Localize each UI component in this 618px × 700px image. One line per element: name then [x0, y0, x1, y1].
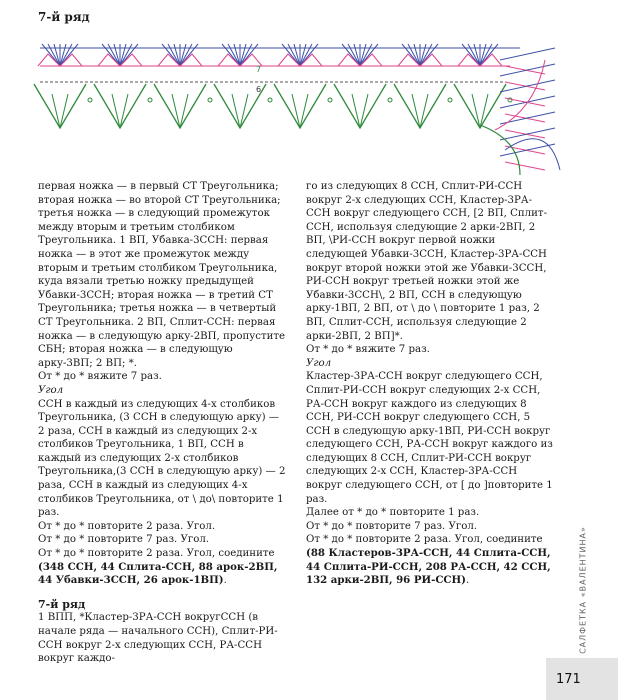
left-subheading-corner: Угол [38, 384, 64, 396]
chart-triangle-inner-3 [232, 94, 248, 128]
right-text-column [306, 180, 554, 588]
chart-label-7: 7 [256, 65, 262, 74]
right-paragraph-2: От * до * вяжите 7 раз. [306, 344, 430, 356]
left-p6-totals: (348 ССН, 44 Сплита-ССН, 88 арок-2ВП, 44 Убавки-3ССН, 26 арок-1ВП) [38, 560, 278, 587]
chart-corner-purple-5 [500, 128, 555, 140]
chart-fan-5--2 [348, 44, 360, 66]
page-number: 171 [556, 672, 581, 687]
chart-triangle-inner-4 [292, 94, 308, 128]
chart-triangle-1 [94, 84, 146, 128]
left-paragraph-3: ССН в каждый из следующих 4-х столбиков Треугольника, (3 ССН в следующую арку) — 2 раза, ССН в каждый из следующих 2-х столбиков Треугольника, 1 ВП, ССН в каждый из следующих 2-х столбиков Треугольника,(3 ССН в следующую арку) — 2 раза, ССН в каждый из следующих 4-х столбиков Треугольника, от \ до\ повторите 1 раз. [38, 398, 286, 519]
chart-triangle-2 [154, 84, 206, 128]
side-label [575, 520, 591, 660]
chart-ch-3 [268, 98, 272, 102]
chart-triangle-inner-2 [172, 94, 188, 128]
chart-fan-3--2 [228, 44, 240, 66]
chart-ch-4 [328, 98, 332, 102]
chart-corner-fan [505, 139, 560, 170]
left-paragraph-1: первая ножка — в первый СТ Треугольника; вторая ножка — во второй СТ Треугольника; третья ножка — в следующий промежуток между вторым и третьим столбиком Треугольника. 1 ВП, Убавка-3ССН: первая ножка — в этот же промежуток между вторым и третьим столбиком Треугольника, куда вязали третью ножку предыдущей Убавки-3ССН; вторая ножка — в третий СТ Треугольника; третья ножка — в четвертый СТ Треугольника. 2 ВП, Сплит-ССН: первая ножка — в следующую арку-2ВП, пропустите СБН; вторая ножка — в следующую арку-3ВП; 2 ВП; *. [38, 181, 286, 369]
section-heading: 7-й ряд [38, 10, 90, 24]
right-subheading-corner: Угол [306, 357, 332, 369]
chart-triangle-inner-7 [472, 94, 488, 128]
right-paragraph-5: От * до * повторите 7 раз. Угол. [306, 520, 478, 532]
chart-fan-3-2 [240, 44, 252, 66]
chart-ch-2 [208, 98, 212, 102]
chart-corner-purple-2 [500, 80, 555, 92]
chart-triangle-6 [394, 84, 446, 128]
chart-corner-chain [480, 125, 520, 175]
right-paragraph-4: Далее от * до * повторите 1 раз. [306, 507, 480, 519]
chart-triangle-inner-0 [52, 94, 68, 128]
chart-triangle-0 [34, 84, 86, 128]
chart-corner-purple-0 [500, 48, 555, 60]
chart-triangle-inner-1 [112, 94, 128, 128]
chart-fan-4-2 [300, 44, 312, 66]
chart-ch-6 [448, 98, 452, 102]
chart-fan-1-2 [120, 44, 132, 66]
left-paragraph-4: От * до * повторите 2 раза. Угол. [38, 520, 216, 532]
chart-fan-7--2 [468, 44, 480, 66]
chart-fan-7-2 [480, 44, 492, 66]
left-p6-text: От * до * повторите 2 раза. Угол, соедините [38, 548, 275, 560]
left-paragraph-6 [38, 547, 288, 588]
crochet-chart [0, 0, 618, 180]
side-label-text: САЛФЕТКА «ВАЛЕНТИНА» [578, 526, 588, 654]
chart-fan-2--2 [168, 44, 180, 66]
chart-triangle-inner-5 [352, 94, 368, 128]
left-heading-row7: 7-й ряд [38, 597, 86, 611]
chart-fan-5-2 [360, 44, 372, 66]
chart-fan-6-2 [420, 44, 432, 66]
chart-fan-0-2 [60, 44, 72, 66]
chart-corner-pink-6 [505, 162, 545, 170]
chart-label-6: 6 [256, 85, 262, 94]
chart-fan-6--2 [408, 44, 420, 66]
left-paragraph-5: От * до * повторите 7 раз. Угол. [38, 534, 210, 546]
chart-triangle-5 [334, 84, 386, 128]
right-paragraph-1: го из следующих 8 ССН, Сплит-РИ-ССН вокруг 2-х следующих ССН, Кластер-3РА-ССН вокруг следующего ССН, [2 ВП, Сплит-ССН, используя следующие 2 арки-2ВП, 2 ВП, \РИ-ССН вокруг первой ножки следующей Убавки-3ССН, Кластер-3РА-ССН вокруг второй ножки этой же Убавки-3ССН, РИ-ССН вокруг третьей ножки этой же Убавки-3ССН\, 2 ВП, ССН в следующую арку-1ВП, 2 ВП, от \ до \ повторите 1 раз, 2 ВП, Сплит-ССН, используя следующие 2 арки-2ВП, 2 ВП]*. [306, 181, 548, 342]
right-paragraph-6 [306, 533, 554, 587]
chart-fan-2-2 [180, 44, 192, 66]
chart-ch-0 [88, 98, 92, 102]
left-p6-end: . [223, 575, 227, 587]
chart-fan-4--2 [288, 44, 300, 66]
right-p6-end: . [466, 575, 470, 587]
chart-fan-0--2 [48, 44, 60, 66]
chart-ch-5 [388, 98, 392, 102]
right-p6-totals: (88 Кластеров-3РА-ССН, 44 Сплита-ССН, 44 Сплита-РИ-ССН, 208 РА-ССН, 42 ССН, 132 арки-2ВП, 96 РИ-ССН) [306, 547, 551, 587]
left-paragraph-2: От * до * вяжите 7 раз. [38, 371, 162, 383]
chart-triangle-4 [274, 84, 326, 128]
chart-fan-1--2 [108, 44, 120, 66]
right-p6-text: От * до * повторите 2 раза. Угол, соедините [306, 534, 543, 546]
left-paragraph-7: 1 ВПП, *Кластер-3РА-ССН вокругССН (в начале ряда — начального ССН), Сплит-РИ-ССН вокруг 2-х следующих ССН, РА-ССН вокруг каждо- [38, 612, 278, 665]
chart-corner-purple-6 [500, 144, 555, 156]
chart-triangle-7 [454, 84, 506, 128]
chart-ch-1 [148, 98, 152, 102]
right-paragraph-3: Кластер-3РА-ССН вокруг следующего ССН, Сплит-РИ-ССН вокруг следующих 2-х ССН, РА-ССН вокруг каждого из следующих 8 ССН, РИ-ССН вокруг следующего ССН, 5 ССН в следующую арку-1ВП, РИ-ССН вокруг следующего ССН, РА-ССН вокруг каждого из следующих 8 ССН, Сплит-РИ-ССН вокруг следующих 2-х ССН, Кластер-3РА-ССН вокруг следующего ССН, от [ до ]повторите 1 раз. [306, 371, 553, 505]
left-text-column [38, 180, 288, 666]
chart-triangle-inner-6 [412, 94, 428, 128]
